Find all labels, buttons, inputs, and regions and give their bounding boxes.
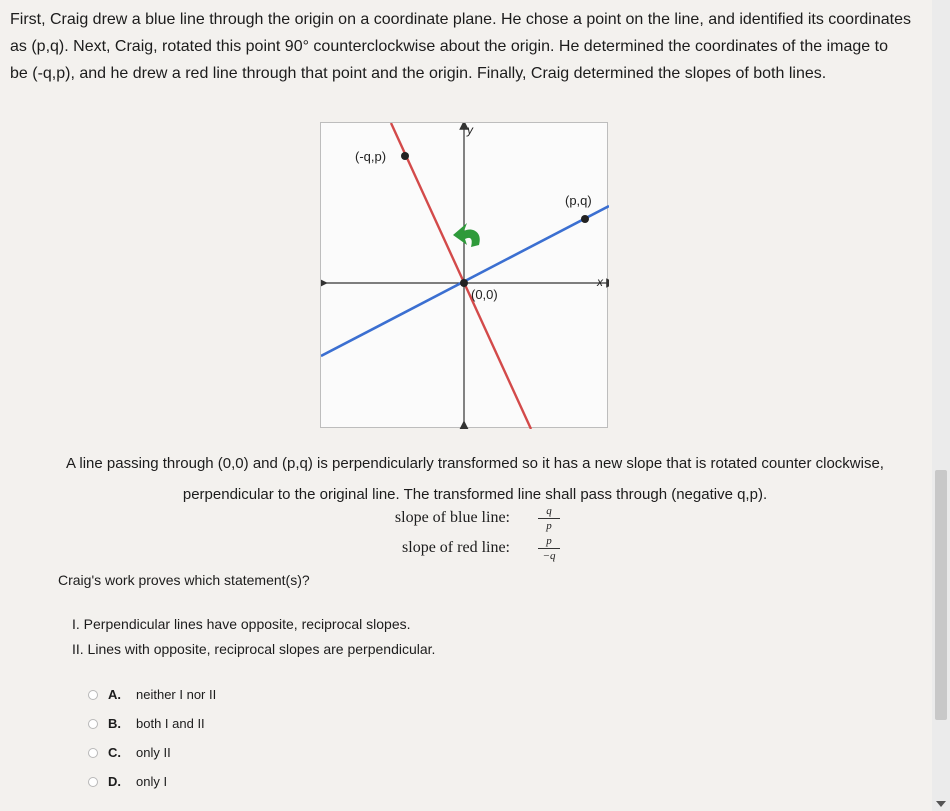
choice-d-radio[interactable] [88,777,98,787]
choice-a-text: neither I nor II [136,687,217,702]
statement-ii: II. Lines with opposite, reciprocal slopes are perpendicular. [72,641,436,657]
answer-choices [88,680,216,796]
blue-slope-fraction [538,505,560,532]
x-axis-label: x [597,275,603,289]
choice-b-text: both I and II [136,716,205,731]
question-prompt: Craig's work proves which statement(s)? [58,572,310,588]
statement-line-2: perpendicular to the original line. The transformed line shall pass through (negative q,p). [182,486,768,503]
choice-a-letter: A. [108,687,121,702]
blue-slope-row [360,505,600,535]
intro-line-2: as (p,q). Next, Craig, rotated this point 90° counterclockwise about the origin. He determined the coordinates of the image to [10,38,888,55]
choice-c-radio[interactable] [88,748,98,758]
coordinate-plane-graph [320,122,608,428]
point-image [401,152,409,160]
scrollbar-thumb[interactable] [935,470,947,720]
blue-slope-label: slope of blue line: [394,509,510,526]
intro-line-1: First, Craig drew a blue line through the origin on a coordinate plane. He chose a point on the line, and identified its coordinates [10,11,911,28]
choice-c-text: only II [136,745,171,760]
choice-a-radio[interactable] [88,690,98,700]
point-original-label: (p,q) [565,193,592,208]
point-original [581,215,589,223]
choice-d-letter: D. [108,774,121,789]
choice-c-letter: C. [108,745,121,760]
red-line [391,123,531,429]
graph-svg [321,123,609,429]
statement-i: I. Perpendicular lines have opposite, reciprocal slopes. [72,616,411,632]
red-slope-denominator: −q [542,550,556,562]
choice-b-letter: B. [108,716,121,731]
red-slope-fraction [538,535,560,562]
point-origin [460,279,468,287]
choice-c[interactable] [88,738,216,767]
red-slope-row [360,535,600,565]
transformation-statement [55,448,895,510]
choice-d-text: only I [136,774,168,789]
statement-line-1: A line passing through (0,0) and (p,q) is perpendicularly transformed so it has a new slope that is rotated counter clockwise, [66,455,884,472]
problem-intro [10,6,940,87]
choice-d[interactable] [88,767,216,796]
blue-slope-numerator: q [538,505,560,519]
blue-slope-denominator: p [546,520,552,532]
red-slope-numerator: p [538,535,560,549]
choice-b-radio[interactable] [88,719,98,729]
scroll-down-arrow-icon[interactable] [936,801,946,807]
choice-b[interactable] [88,709,216,738]
slopes-block [360,505,600,565]
origin-label: (0,0) [471,287,498,302]
choice-a[interactable] [88,680,216,709]
rotation-arrow [453,223,480,247]
red-slope-label: slope of red line: [402,539,510,556]
vertical-scrollbar[interactable] [932,0,950,811]
intro-line-3: be (-q,p), and he drew a red line through that point and the origin. Finally, Craig determined the slopes of both lines. [10,65,827,82]
point-image-label: (-q,p) [355,149,387,164]
y-axis-label: y [467,123,473,137]
